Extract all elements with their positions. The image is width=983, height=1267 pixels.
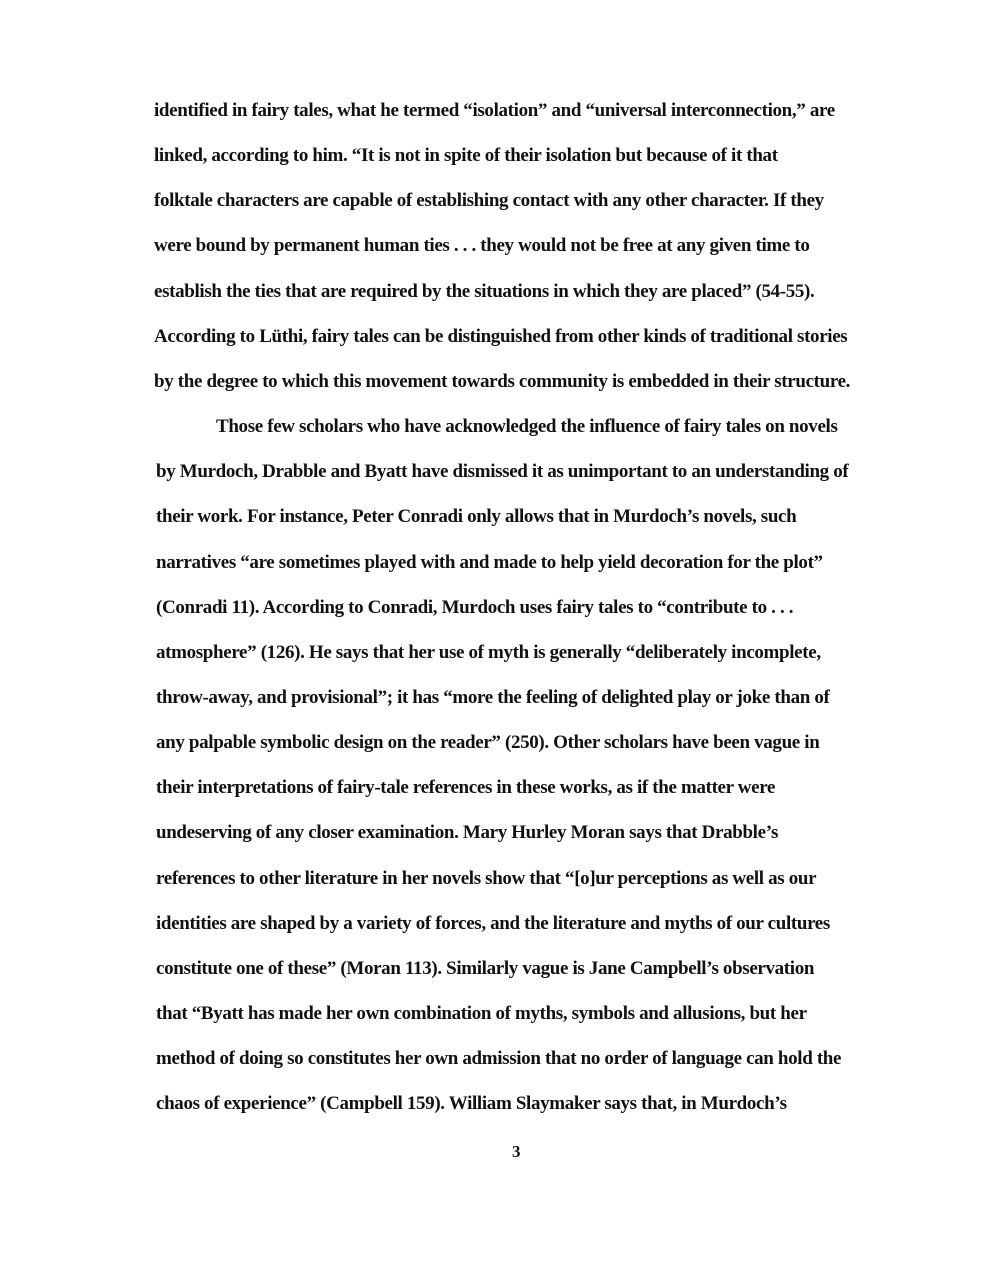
- text-line: throw-away, and provisional”; it has “more the feeling of delighted play or joke than of: [156, 687, 830, 708]
- paragraph-first-line: Those few scholars who have acknowledged the influence of fairy tales on novels: [216, 416, 838, 437]
- text-line: folktale characters are capable of establishing contact with any other character. If they: [154, 190, 824, 211]
- text-line: were bound by permanent human ties . . . they would not be free at any given time to: [154, 235, 810, 256]
- text-line: According to Lüthi, fairy tales can be distinguished from other kinds of traditional stories: [154, 326, 848, 347]
- text-line: references to other literature in her novels show that “[o]ur perceptions as well as our: [156, 868, 817, 889]
- page-number: 3: [512, 1142, 521, 1161]
- text-line: establish the ties that are required by the situations in which they are placed” (54-55).: [154, 281, 815, 302]
- text-line: chaos of experience” (Campbell 159). William Slaymaker says that, in Murdoch’s: [156, 1093, 787, 1114]
- text-line: their interpretations of fairy-tale references in these works, as if the matter were: [156, 777, 776, 798]
- text-line: narratives “are sometimes played with and made to help yield decoration for the plot”: [156, 552, 823, 573]
- text-line: (Conradi 11). According to Conradi, Murdoch uses fairy tales to “contribute to . . .: [156, 597, 794, 618]
- text-line: linked, according to him. “It is not in spite of their isolation but because of it that: [154, 145, 778, 166]
- text-line: that “Byatt has made her own combination of myths, symbols and allusions, but her: [156, 1003, 807, 1024]
- text-line: their work. For instance, Peter Conradi only allows that in Murdoch’s novels, such: [156, 506, 797, 527]
- text-line: identified in fairy tales, what he termed “isolation” and “universal interconnection,” are: [154, 100, 835, 121]
- text-line: any palpable symbolic design on the reader” (250). Other scholars have been vague in: [156, 732, 820, 753]
- text-line: atmosphere” (126). He says that her use of myth is generally “deliberately incomplete,: [156, 642, 821, 663]
- text-line: by Murdoch, Drabble and Byatt have dismissed it as unimportant to an understanding of: [156, 461, 849, 482]
- text-line: constitute one of these” (Moran 113). Similarly vague is Jane Campbell’s observation: [156, 958, 815, 979]
- text-line: identities are shaped by a variety of forces, and the literature and myths of our cultures: [156, 913, 830, 934]
- text-line: method of doing so constitutes her own admission that no order of language can hold the: [156, 1048, 842, 1069]
- text-line: undeserving of any closer examination. Mary Hurley Moran says that Drabble’s: [156, 822, 779, 843]
- text-line: by the degree to which this movement towards community is embedded in their structure.: [154, 371, 851, 392]
